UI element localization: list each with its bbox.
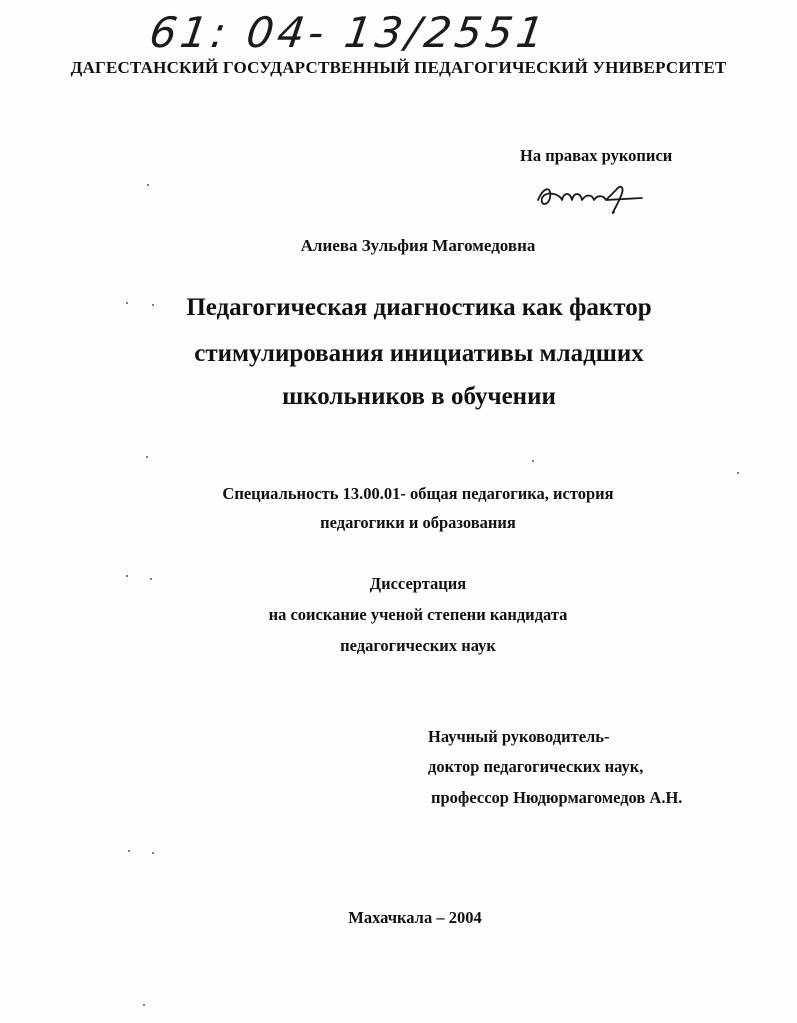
scan-speck bbox=[128, 850, 130, 852]
signature-icon bbox=[530, 172, 650, 222]
scan-speck bbox=[143, 1004, 145, 1006]
scan-speck bbox=[147, 184, 149, 186]
scan-speck bbox=[737, 472, 739, 474]
supervisor-name: профессор Нюдюрмагомедов А.Н. bbox=[431, 788, 683, 807]
specialty-line-2: педагогики и образования bbox=[320, 513, 516, 532]
scan-speck bbox=[152, 852, 154, 854]
supervisor-degree: доктор педагогических наук, bbox=[428, 757, 644, 776]
city-year: Махачкала – 2004 bbox=[348, 908, 482, 927]
thesis-title-line-3: школьников в обучении bbox=[282, 383, 556, 410]
scan-speck bbox=[146, 456, 148, 458]
scan-speck bbox=[126, 575, 128, 577]
scan-speck bbox=[532, 460, 534, 462]
degree-line-1: на соискание ученой степени кандидата bbox=[268, 605, 568, 624]
thesis-title-line-2: стимулирования инициативы младших bbox=[194, 340, 644, 367]
manuscript-rights-label: На правах рукописи bbox=[520, 146, 673, 165]
author-signature bbox=[530, 172, 650, 227]
specialty-line-1: Специальность 13.00.01- общая педагогика, история bbox=[222, 484, 614, 503]
handwritten-archive-number: 61: 04- 13/2551 bbox=[146, 8, 551, 57]
scan-speck bbox=[152, 304, 154, 306]
supervisor-label: Научный руководитель- bbox=[428, 727, 610, 746]
scan-speck bbox=[126, 302, 128, 304]
scan-speck bbox=[150, 578, 152, 580]
degree-line-2: педагогических наук bbox=[340, 636, 496, 655]
thesis-title-line-1: Педагогическая диагностика как фактор bbox=[186, 294, 652, 321]
university-name: ДАГЕСТАНСКИЙ ГОСУДАРСТВЕННЫЙ ПЕДАГОГИЧЕСКИЙ УНИВЕРСИТЕТ bbox=[70, 58, 727, 77]
author-name: Алиева Зульфия Магомедовна bbox=[300, 236, 536, 255]
dissertation-label: Диссертация bbox=[369, 574, 467, 593]
